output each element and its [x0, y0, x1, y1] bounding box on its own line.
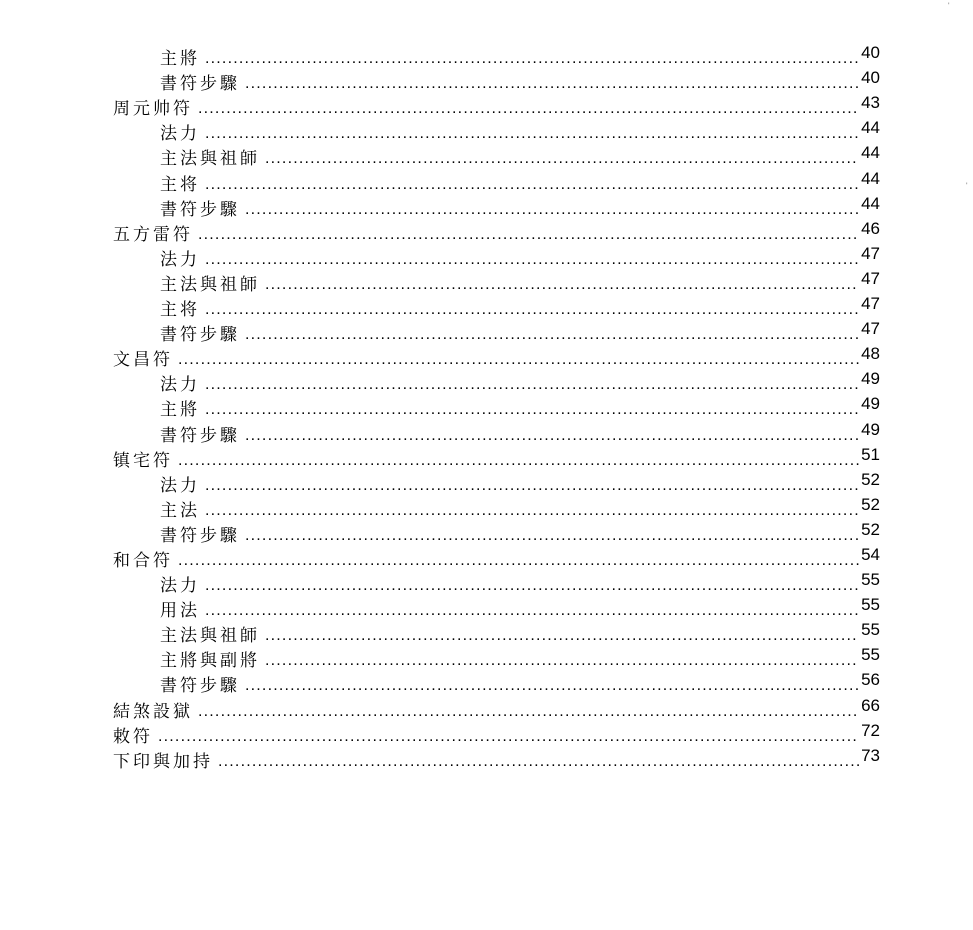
toc-subentry[interactable]: [0, 245, 973, 270]
toc-entry-title: 和合符: [113, 550, 173, 571]
toc-entry-title: 法力: [160, 475, 200, 496]
dot-leader: [178, 451, 859, 471]
toc-entry-title: 法力: [160, 576, 200, 597]
dot-leader: [245, 200, 859, 220]
toc-entry-title: 主将: [160, 174, 200, 195]
toc-subentry[interactable]: [0, 320, 973, 345]
toc-subentry[interactable]: [0, 621, 973, 646]
toc-subentry[interactable]: [0, 119, 973, 144]
toc-section-entry[interactable]: [0, 345, 973, 370]
toc-page-number: 44: [861, 168, 880, 188]
toc-subentry[interactable]: [0, 270, 973, 295]
toc-page-number: 49: [861, 394, 880, 414]
toc-entry-title: 書符步驟: [160, 425, 240, 446]
toc-page-number: 44: [861, 143, 880, 163]
toc-section-entry[interactable]: [0, 722, 973, 747]
toc-page-number: 43: [861, 93, 880, 113]
toc-entry-title: 結煞設獄: [113, 701, 193, 722]
toc-entry-title: 五方雷符: [113, 224, 193, 245]
toc-subentry[interactable]: [0, 521, 973, 546]
dot-leader: [265, 651, 859, 671]
dot-leader: [198, 225, 859, 245]
toc-entry-title: 下印與加持: [113, 751, 213, 772]
toc-subentry[interactable]: [0, 496, 973, 521]
toc-section-entry[interactable]: [0, 546, 973, 571]
dot-leader: [205, 576, 859, 596]
toc-subentry[interactable]: [0, 169, 973, 194]
dot-leader: [205, 476, 859, 496]
toc-page-number: 52: [861, 519, 880, 539]
toc-entry-title: 主法與祖師: [160, 626, 260, 647]
toc-subentry[interactable]: [0, 44, 973, 69]
toc-page-number: 48: [861, 344, 880, 364]
toc-section-entry[interactable]: [0, 94, 973, 119]
toc-entry-title: 镇宅符: [113, 450, 173, 471]
dot-leader: [205, 250, 859, 270]
toc-subentry[interactable]: [0, 420, 973, 445]
toc-page-number: 40: [861, 43, 880, 63]
toc-page-number: 72: [861, 720, 880, 740]
toc-page-number: 47: [861, 243, 880, 263]
toc-entry-title: 主法: [160, 500, 200, 521]
toc-page-number: 66: [861, 695, 880, 715]
toc-page-number: 49: [861, 369, 880, 389]
toc-page-number: 55: [861, 645, 880, 665]
toc-page-number: 44: [861, 193, 880, 213]
toc-page-number: 55: [861, 620, 880, 640]
toc-section-entry[interactable]: [0, 747, 973, 772]
toc-page-number: 55: [861, 570, 880, 590]
dot-leader: [265, 626, 859, 646]
toc-entry-title: 法力: [160, 124, 200, 145]
toc-subentry[interactable]: [0, 571, 973, 596]
toc-section-entry[interactable]: [0, 446, 973, 471]
toc-subentry[interactable]: [0, 671, 973, 696]
dot-leader: [218, 752, 859, 772]
toc-entry-title: 主法與祖師: [160, 274, 260, 295]
toc-subentry[interactable]: [0, 195, 973, 220]
toc-page-number: 40: [861, 68, 880, 88]
dot-leader: [245, 74, 859, 94]
toc-entry-title: 書符步驟: [160, 325, 240, 346]
toc-page-number: 54: [861, 544, 880, 564]
dot-leader: [178, 551, 859, 571]
toc-entry-title: 敕符: [113, 726, 153, 747]
dot-leader: [198, 702, 859, 722]
dot-leader: [205, 124, 859, 144]
dot-leader: [205, 175, 859, 195]
toc-entry-title: 書符步驟: [160, 676, 240, 697]
toc-section-entry[interactable]: [0, 220, 973, 245]
dot-leader: [205, 300, 859, 320]
toc-subentry[interactable]: [0, 370, 973, 395]
dot-leader: [265, 149, 859, 169]
toc-entry-title: 用法: [160, 601, 200, 622]
toc-entry-title: 主将: [160, 300, 200, 321]
toc-entry-title: 主法與祖師: [160, 149, 260, 170]
dot-leader: [205, 601, 859, 621]
dot-leader: [205, 49, 859, 69]
dot-leader: [265, 275, 859, 295]
table-of-contents: [0, 44, 973, 772]
toc-subentry[interactable]: [0, 395, 973, 420]
toc-subentry[interactable]: [0, 295, 973, 320]
toc-page-number: 52: [861, 494, 880, 514]
toc-entry-title: 主將: [160, 400, 200, 421]
dot-leader: [198, 99, 859, 119]
toc-entry-title: 法力: [160, 249, 200, 270]
dot-leader: [245, 426, 859, 446]
toc-subentry[interactable]: [0, 69, 973, 94]
toc-subentry[interactable]: [0, 596, 973, 621]
toc-entry-title: 主將與副將: [160, 651, 260, 672]
toc-page-number: 44: [861, 118, 880, 138]
toc-entry-title: 書符步驟: [160, 74, 240, 95]
toc-entry-title: 文昌符: [113, 350, 173, 371]
dot-leader: [205, 375, 859, 395]
dot-leader: [205, 501, 859, 521]
toc-page-number: 52: [861, 469, 880, 489]
edge-mark: ': [966, 182, 968, 189]
dot-leader: [178, 350, 859, 370]
toc-entry-title: 書符步驟: [160, 199, 240, 220]
toc-entry-title: 周元帅符: [113, 99, 193, 120]
toc-entry-title: 法力: [160, 375, 200, 396]
dot-leader: [205, 400, 859, 420]
dot-leader: [245, 676, 859, 696]
toc-entry-title: 主將: [160, 49, 200, 70]
toc-page-number: 51: [861, 444, 880, 464]
dot-leader: [158, 727, 859, 747]
toc-page-number: 47: [861, 294, 880, 314]
toc-page-number: 55: [861, 595, 880, 615]
toc-page-number: 47: [861, 319, 880, 339]
toc-page-number: 56: [861, 670, 880, 690]
dot-leader: [245, 325, 859, 345]
corner-mark: ': [948, 2, 950, 9]
toc-subentry[interactable]: [0, 471, 973, 496]
toc-page-number: 47: [861, 268, 880, 288]
toc-page-number: 46: [861, 218, 880, 238]
toc-entry-title: 書符步驟: [160, 525, 240, 546]
toc-section-entry[interactable]: [0, 696, 973, 721]
toc-page-number: 49: [861, 419, 880, 439]
dot-leader: [245, 526, 859, 546]
toc-subentry[interactable]: [0, 144, 973, 169]
toc-page-number: 73: [861, 745, 880, 765]
toc-subentry[interactable]: [0, 646, 973, 671]
